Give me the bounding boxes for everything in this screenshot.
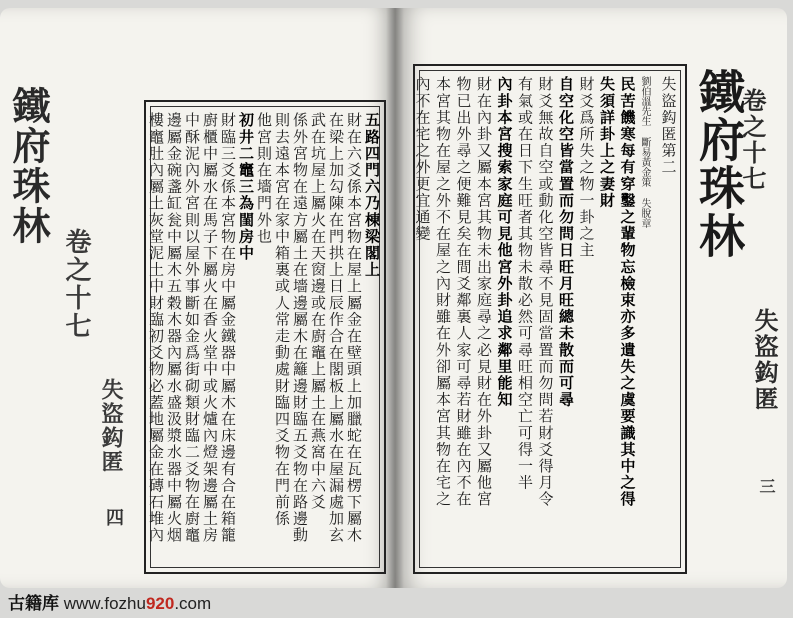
left-text-column: 廚櫃中屬水在馬子下屬火在香火堂中或火爐內燈架邊屬土房: [201, 112, 219, 544]
right-text-column: 內卦本宮搜索家庭可見他宮外卦追求鄰里能知: [495, 76, 514, 408]
right-page: [395, 8, 787, 588]
left-margin-section: 失盜鈎匿: [98, 378, 124, 474]
watermark-url-number: 920: [145, 594, 175, 613]
right-text-column: 自空化空皆當置而勿問日旺月旺總未散而可尋: [557, 76, 575, 408]
left-text-column: 財在六爻係本宮物在屋上屬金在壁頭上加臘蛇在瓦楞下屬木: [345, 112, 363, 544]
right-text-column: 有氣或在日下生旺者其物未散必然可尋旺相空亡可得一半: [516, 76, 534, 491]
left-text-column: 財臨三爻係本宮物在房中屬金鐵器中屬木在床邊有合在箱籠: [219, 112, 237, 544]
left-text-column: 係外宮物在遠方屬土在墻邊屬木在籬邊財臨五爻物在路邊動: [291, 112, 309, 544]
left-text-column: 武在坑屋上屬火在天窗邊或在廚竈上屬土在燕窩中六爻: [309, 112, 327, 511]
left-text-column: 邊屬金碗盞缸瓮中屬木五穀木器內屬水盛汲漿水器中屬火烟: [165, 112, 183, 544]
right-text-column: 財在內卦又屬本宮其物未出家庭尋之必見財在外卦又屬他宮: [475, 76, 493, 508]
watermark-url-prefix: www.fozhu: [63, 594, 146, 613]
watermark-footer[interactable]: [0, 590, 248, 618]
left-page: [0, 8, 395, 588]
left-text-column: 初井二竈三為閨房中: [237, 112, 255, 262]
right-text-column: 財爻無故自空或動化空皆尋不見固當置而勿問若財爻得月令: [536, 76, 555, 508]
right-text-column: 物已出外尋之便難見矣在間爻鄰裏人家可尋若財雖在內不在: [454, 76, 473, 508]
right-margin-volume: 卷之十七: [738, 88, 767, 192]
right-text-column: 失盜鈎匿第二: [659, 76, 678, 176]
right-text-column: 財爻爲所失之物一卦之主: [577, 76, 596, 259]
left-leaf-number: 四: [103, 508, 124, 526]
left-text-column: 中酥泥內外宮則以屋外事斷如金爲街砌類財臨二爻物在廚竈: [183, 112, 201, 544]
left-margin-title: 鐵府珠林: [6, 86, 51, 246]
left-text-column: 樓竈肚內屬土灰堂泥土中財臨初爻物必蓋地屬金在磚石堆內: [147, 112, 165, 544]
right-text-column: 本宮其物在屋之外不在屋之內財雖在外卻屬本宮其物在宅之: [434, 76, 452, 508]
right-margin-title: 鐵府珠林: [692, 68, 746, 260]
book-gutter: [386, 8, 404, 588]
left-margin-volume: 卷之十七: [61, 228, 91, 340]
watermark-url-suffix: .com: [174, 594, 212, 613]
right-text-column: 失須詳卦上之妻財: [598, 76, 616, 209]
left-text-column: 五路四門六乃棟梁閣上: [363, 112, 381, 278]
right-leaf-number: 三: [757, 478, 776, 494]
left-text-column: 他宮則在墻門外也: [255, 112, 273, 245]
right-text-column: 民苦饑寒每有穿鑿之輩物忘檢束亦多遺失之虞要識其中之得: [618, 76, 637, 508]
watermark-brand: 古籍库: [8, 594, 59, 613]
right-text-column: 內不在宅之外更宜通變: [413, 76, 432, 242]
left-text-column: 則去遠本宮在家中箱裏或人常走動處財臨四爻物在門前係: [273, 112, 291, 527]
left-text-column: 在梁上加勾陳在門拱上日辰作合在閣板上屬水在屋漏處加玄: [327, 112, 345, 544]
right-text-column: 劉伯溫先生 斷易黃金策 失脫章: [639, 76, 650, 228]
right-margin-section: 失盜鈎匿: [750, 308, 779, 412]
